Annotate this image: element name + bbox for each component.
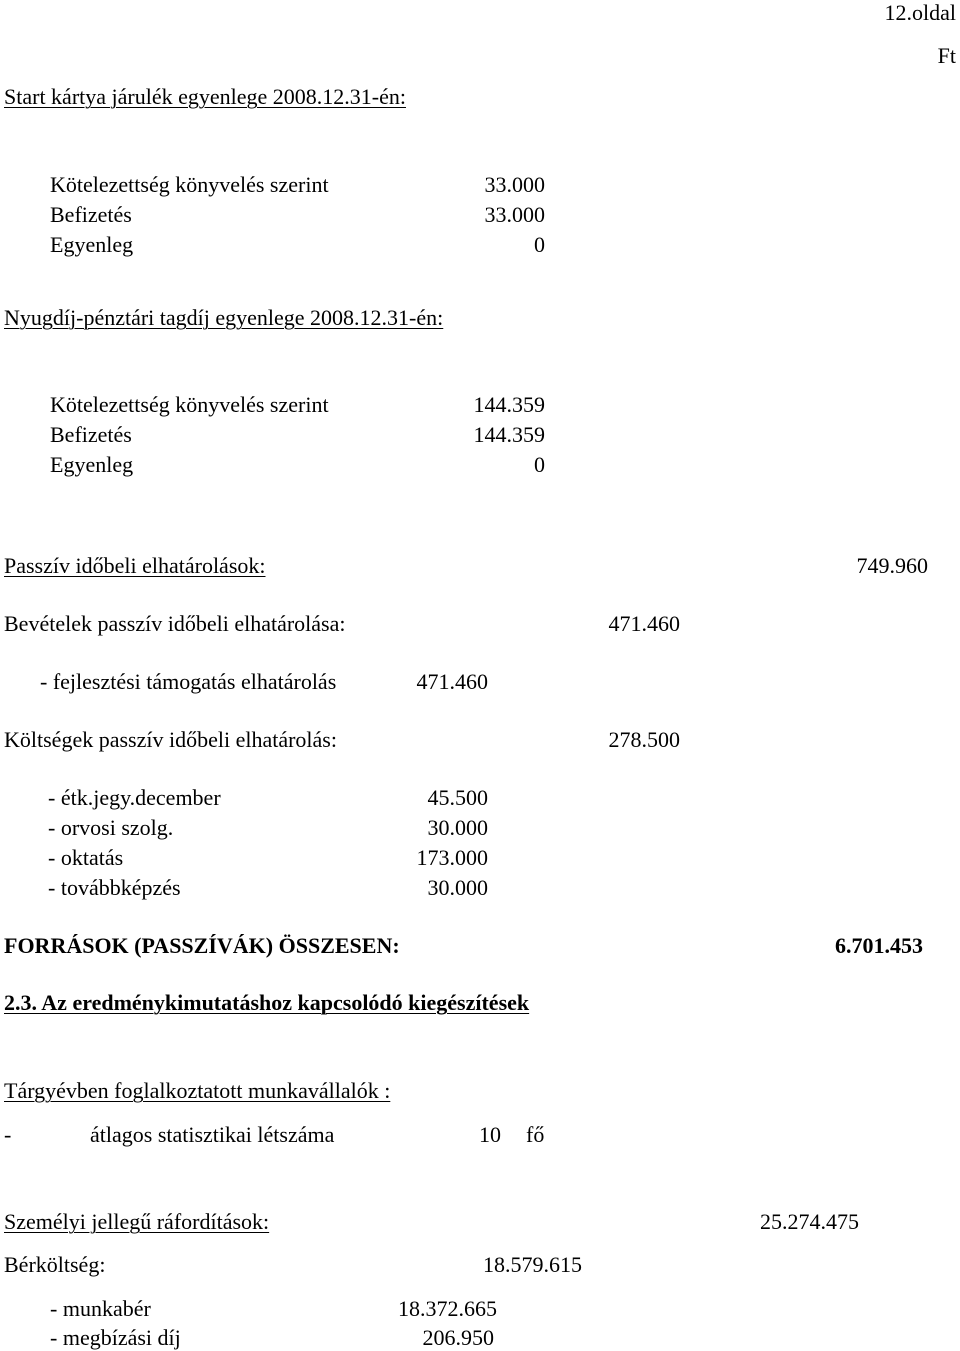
nyugdij-row-label: Kötelezettség könyvelés szerint bbox=[50, 392, 329, 417]
koltseg-item-value: 30.000 bbox=[427, 815, 488, 840]
bevetelek-label: Bevételek passzív időbeli elhatárolása: bbox=[4, 611, 346, 636]
letszam-unit: fő bbox=[526, 1122, 545, 1147]
section-23-title: 2.3. Az eredménykimutatáshoz kapcsolódó kiegészítések bbox=[4, 990, 530, 1015]
szemelyi-item-value: 206.950 bbox=[422, 1325, 494, 1350]
nyugdij-row-label: Befizetés bbox=[50, 422, 132, 447]
forrasok-label: FORRÁSOK (PASSZÍVÁK) ÖSSZESEN: bbox=[4, 933, 400, 958]
koltseg-item-value: 45.500 bbox=[427, 785, 488, 810]
fejlesztesi-value: 471.460 bbox=[416, 669, 488, 694]
start-kartya-row-value: 33.000 bbox=[484, 202, 545, 227]
koltseg-item-value: 173.000 bbox=[416, 845, 488, 870]
start-kartya-row-value: 0 bbox=[534, 232, 545, 257]
letszam-value: 10 bbox=[479, 1122, 501, 1147]
nyugdij-row-value: 144.359 bbox=[473, 392, 545, 417]
nyugdij-row-label: Egyenleg bbox=[50, 452, 134, 477]
szemelyi-label: Személyi jellegű ráfordítások: bbox=[4, 1209, 270, 1234]
berkoltseg-label: Bérköltség: bbox=[4, 1252, 106, 1277]
nyugdij-row-value: 0 bbox=[534, 452, 545, 477]
currency-unit: Ft bbox=[937, 43, 956, 68]
koltseg-item-label: - továbbképzés bbox=[48, 875, 181, 900]
start-kartya-heading: Start kártya járulék egyenlege 2008.12.31-én: bbox=[4, 84, 406, 109]
szemelyi-item-label: - munkabér bbox=[50, 1296, 151, 1321]
passziv-value: 749.960 bbox=[856, 553, 928, 578]
start-kartya-row-label: Kötelezettség könyvelés szerint bbox=[50, 172, 329, 197]
munkavallalok-heading: Tárgyévben foglalkoztatott munkavállalók : bbox=[4, 1078, 391, 1103]
koltseg-item-label: - oktatás bbox=[48, 845, 124, 870]
bevetelek-value: 471.460 bbox=[608, 611, 680, 636]
szemelyi-item-value: 18.372.665 bbox=[398, 1296, 497, 1321]
koltseg-item-label: - orvosi szolg. bbox=[48, 815, 174, 840]
page-number: 12.oldal bbox=[884, 0, 956, 25]
start-kartya-row-label: Befizetés bbox=[50, 202, 132, 227]
koltsegek-value: 278.500 bbox=[608, 727, 680, 752]
start-kartya-row-value: 33.000 bbox=[484, 172, 545, 197]
fejlesztesi-label: - fejlesztési támogatás elhatárolás bbox=[40, 669, 337, 694]
letszam-label: átlagos statisztikai létszáma bbox=[90, 1122, 335, 1147]
start-kartya-row-label: Egyenleg bbox=[50, 232, 134, 257]
berkoltseg-value: 18.579.615 bbox=[483, 1252, 582, 1277]
koltseg-item-value: 30.000 bbox=[427, 875, 488, 900]
passziv-label: Passzív időbeli elhatárolások: bbox=[4, 553, 266, 578]
munkavallalok-dash: - bbox=[4, 1122, 12, 1147]
forrasok-value: 6.701.453 bbox=[835, 933, 923, 958]
koltseg-item-label: - étk.jegy.december bbox=[48, 785, 221, 810]
nyugdij-heading: Nyugdíj-pénztári tagdíj egyenlege 2008.12.31-én: bbox=[4, 305, 444, 330]
szemelyi-item-label: - megbízási díj bbox=[50, 1325, 181, 1350]
nyugdij-row-value: 144.359 bbox=[473, 422, 545, 447]
koltsegek-label: Költségek passzív időbeli elhatárolás: bbox=[4, 727, 337, 752]
szemelyi-value: 25.274.475 bbox=[760, 1209, 859, 1234]
